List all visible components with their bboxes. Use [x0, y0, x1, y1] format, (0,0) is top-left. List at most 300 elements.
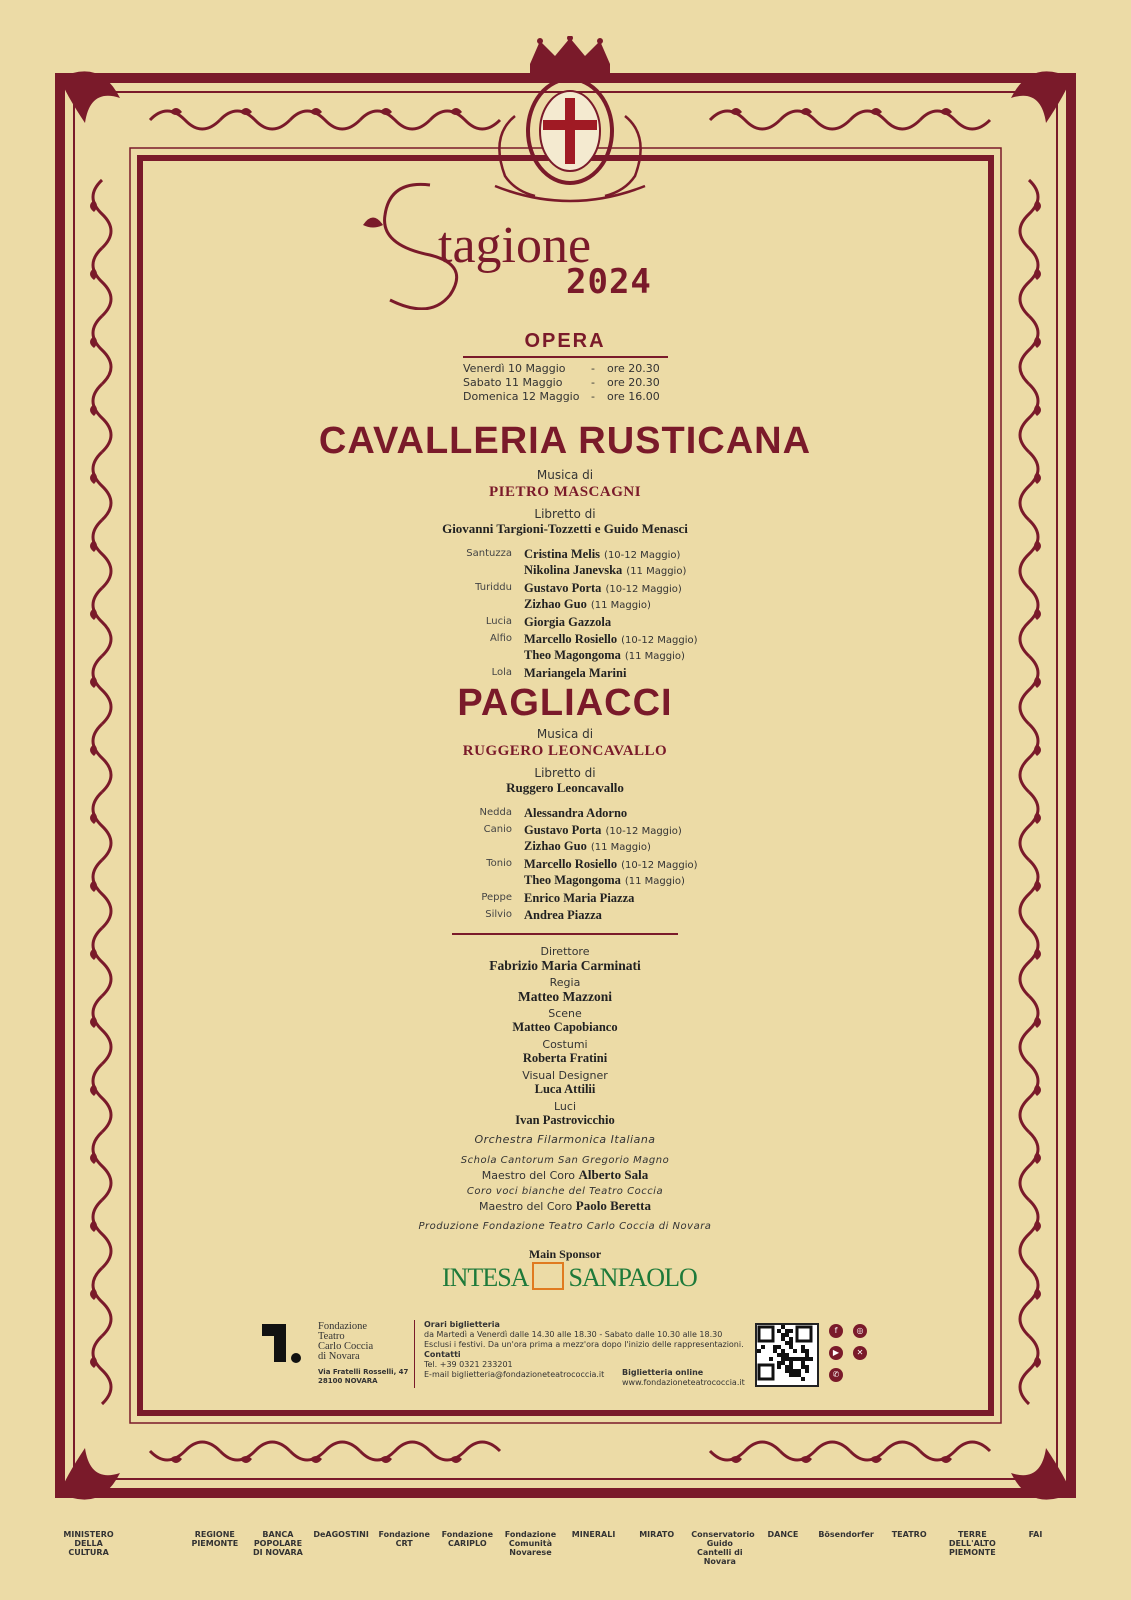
whatsapp-icon[interactable]: ✆	[829, 1368, 843, 1382]
qr-module	[801, 1365, 805, 1369]
qr-module	[781, 1325, 785, 1329]
vine-top	[150, 111, 220, 129]
qr-module	[777, 1353, 781, 1357]
cast-performer	[524, 806, 627, 821]
foundation-line: di Novara	[318, 1351, 360, 1362]
production-note: Produzione Fondazione Teatro Carlo Coccia di Novara	[418, 1221, 712, 1232]
leaf-left	[90, 336, 97, 348]
leaf-bottom	[240, 1456, 252, 1463]
date-row	[463, 390, 668, 404]
leaf-left	[90, 676, 97, 688]
vine-left	[93, 724, 111, 792]
leaf-right	[1034, 744, 1041, 756]
partner-logo: Bösendorfer	[818, 1530, 874, 1539]
qr-module	[793, 1349, 797, 1353]
leaf-left	[90, 1288, 97, 1300]
credit-block	[150, 1101, 980, 1128]
vine-left	[93, 452, 111, 520]
leaf-right	[1034, 336, 1041, 348]
date-day: Domenica 12 Maggio	[463, 390, 580, 403]
leaf-top	[940, 108, 952, 115]
cast-row	[432, 857, 752, 873]
contacts-line: E-mail biglietteria@fondazioneteatrococcia.it	[424, 1370, 605, 1379]
partner-logo: Fondazione Comunità Novarese	[504, 1530, 557, 1557]
cast-role: Tonio	[486, 858, 512, 869]
pagliacci-libretto-label: Libretto di	[534, 766, 596, 780]
qr-module	[773, 1345, 777, 1349]
qr-module	[797, 1369, 801, 1373]
vine-top	[360, 111, 430, 129]
cast-name: Gustavo Porta	[524, 581, 602, 595]
qr-module	[789, 1369, 793, 1373]
partner-logo: BANCA POPOLARE DI NOVARA	[253, 1530, 303, 1557]
cast-row	[432, 648, 752, 664]
date-time: ore 20.30	[607, 362, 660, 375]
partner-logo: TEATRO	[891, 1530, 927, 1539]
cast-performer	[524, 597, 651, 613]
vine-bottom	[430, 1442, 500, 1460]
vine-right	[1020, 1132, 1038, 1200]
leaf-left	[90, 880, 97, 892]
leaf-left	[90, 1016, 97, 1028]
vine-left	[93, 1336, 111, 1404]
cast-role	[432, 563, 524, 579]
leaf-bottom	[730, 1456, 742, 1463]
vine-bottom	[220, 1442, 290, 1460]
cast-row	[432, 891, 752, 906]
date-time: ore 16.00	[607, 390, 660, 403]
schola-master	[150, 1167, 980, 1183]
cast-dates: (10-12 Maggio)	[605, 826, 682, 837]
partner-logo: REGIONE PIEMONTE	[191, 1530, 239, 1548]
qr-code[interactable]	[755, 1323, 819, 1387]
leaf-left	[90, 1152, 97, 1164]
qr-module	[789, 1357, 793, 1361]
foundation-address	[318, 1368, 408, 1386]
cast-dates: (10-12 Maggio)	[621, 635, 698, 646]
vine-left	[93, 180, 111, 248]
vine-left	[93, 1064, 111, 1132]
leaf-right	[1034, 540, 1041, 552]
date-row	[463, 376, 668, 390]
cast-performer	[524, 632, 698, 648]
qr-module	[789, 1365, 793, 1369]
leaf-right	[1034, 472, 1041, 484]
leaf-bottom	[870, 1456, 882, 1463]
season-year: 2024	[566, 262, 652, 302]
contacts-line: Tel. +39 0321 233201	[424, 1360, 513, 1369]
vine-left	[93, 860, 111, 928]
cast-name: Alessandra Adorno	[524, 806, 628, 820]
cast-row	[432, 666, 752, 681]
leaf-left	[90, 268, 97, 280]
partner-logo: TERRE DELL'ALTO PIEMONTE	[948, 1530, 996, 1557]
credit-name: Fabrizio Maria Carminati	[489, 958, 641, 973]
qr-module	[801, 1345, 805, 1349]
qr-module	[793, 1373, 797, 1377]
leaf-right	[1034, 608, 1041, 620]
cavalleria-cast	[432, 547, 752, 681]
coro-master-name: Paolo Beretta	[575, 1198, 651, 1213]
qr-module	[801, 1357, 805, 1361]
vine-right	[1020, 248, 1038, 316]
qr-module	[785, 1357, 789, 1361]
vine-right	[1020, 724, 1038, 792]
cast-dates: (11 Maggio)	[624, 876, 685, 887]
address-line: 28100 NOVARA	[318, 1377, 378, 1385]
cast-dates: (11 Maggio)	[626, 566, 687, 577]
qr-module	[805, 1349, 809, 1353]
cast-row	[432, 823, 752, 839]
date-time: ore 20.30	[607, 376, 660, 389]
vine-bottom	[920, 1442, 990, 1460]
vine-top	[920, 111, 990, 129]
cast-role: Canio	[483, 824, 512, 835]
leaf-right	[1034, 1220, 1041, 1232]
cast-name: Gustavo Porta	[524, 823, 602, 837]
season-title-text: tagione	[438, 217, 592, 274]
qr-module	[785, 1369, 789, 1373]
leaf-right	[1034, 1152, 1041, 1164]
cast-dates: (10-12 Maggio)	[605, 584, 682, 595]
qr-module	[805, 1369, 809, 1373]
credit-block	[150, 1008, 980, 1035]
qr-module	[785, 1329, 789, 1333]
leaf-right	[1034, 880, 1041, 892]
vine-left	[93, 588, 111, 656]
pagliacci-librettist: Ruggero Leoncavallo	[506, 780, 624, 795]
vine-bottom	[710, 1442, 780, 1460]
leaf-top	[380, 108, 392, 115]
cast-row	[432, 806, 752, 821]
leaf-left	[90, 948, 97, 960]
partner-logo: DeAGOSTINI	[313, 1530, 369, 1539]
cast-role: Santuzza	[466, 548, 512, 559]
coro-master	[150, 1198, 980, 1214]
leaf-top	[870, 108, 882, 115]
cast-role: Alfio	[489, 633, 512, 644]
cast-performer	[524, 891, 634, 906]
vine-left	[93, 1200, 111, 1268]
leaf-top	[450, 108, 462, 115]
qr-module	[789, 1345, 793, 1349]
vine-right	[1020, 588, 1038, 656]
leaf-top	[730, 108, 742, 115]
partner-logo: FAI	[1028, 1530, 1043, 1539]
qr-module	[805, 1365, 809, 1369]
qr-module	[777, 1361, 781, 1365]
cast-role: Lola	[491, 667, 512, 678]
partner-logo: MIRATO	[639, 1530, 675, 1539]
date-dash: -	[591, 376, 595, 389]
leaf-left	[90, 472, 97, 484]
leaf-left	[90, 1084, 97, 1096]
credit-name: Matteo Mazzoni	[517, 989, 613, 1004]
qr-module	[785, 1365, 789, 1369]
foundation-line: Fondazione	[318, 1321, 367, 1332]
vine-left	[93, 928, 111, 996]
qr-module	[789, 1361, 793, 1365]
foundation-line: Carlo Coccia	[318, 1341, 374, 1352]
credit-role: Scene	[548, 1007, 582, 1020]
credit-block	[150, 1039, 980, 1066]
leaf-right	[1034, 200, 1041, 212]
box-office-line: da Martedì a Venerdì dalle 14.30 alle 18.30 - Sabato dalle 10.30 alle 18.30	[424, 1330, 723, 1339]
cast-role	[432, 839, 524, 855]
leaf-left	[90, 608, 97, 620]
pagliacci-cast	[432, 806, 752, 923]
qr-module	[781, 1333, 785, 1337]
cavalleria-libretto-label: Libretto di	[534, 507, 596, 521]
vine-left	[93, 1268, 111, 1336]
vine-top	[780, 111, 850, 129]
date-row	[463, 362, 668, 376]
qr-module	[789, 1329, 793, 1333]
credit-block	[150, 1070, 980, 1097]
qr-module	[793, 1369, 797, 1373]
online-url[interactable]: www.fondazioneteatrococcia.it	[622, 1378, 745, 1387]
leaf-top	[310, 108, 322, 115]
leaf-right	[1034, 404, 1041, 416]
partner-logo: MINERALI	[571, 1530, 616, 1539]
foundation-line: Teatro	[318, 1331, 345, 1342]
cast-role	[432, 597, 524, 613]
cast-name: Theo Magongoma	[524, 648, 621, 662]
cavalleria-title: CAVALLERIA RUSTICANA	[318, 420, 812, 462]
cavalleria-composer: PIETRO MASCAGNI	[488, 484, 642, 500]
credit-name: Roberta Fratini	[522, 1051, 608, 1065]
vine-bottom	[360, 1442, 430, 1460]
qr-module	[761, 1345, 765, 1349]
leaf-bottom	[310, 1456, 322, 1463]
cast-dates: (11 Maggio)	[590, 600, 651, 611]
vine-right	[1020, 452, 1038, 520]
partner-logo: MINISTERO DELLA CULTURA	[63, 1530, 114, 1557]
qr-module	[777, 1365, 781, 1369]
vine-left	[93, 248, 111, 316]
vine-bottom	[290, 1442, 360, 1460]
cast-dates: (11 Maggio)	[590, 842, 651, 853]
partner-logo: DANCE	[767, 1530, 799, 1539]
performance-dates	[463, 356, 668, 404]
cast-row	[432, 597, 752, 613]
x-icon[interactable]: ✕	[853, 1346, 867, 1360]
leaf-right	[1034, 1288, 1041, 1300]
cast-performer	[524, 547, 680, 563]
cast-row	[432, 563, 752, 579]
cast-name: Nikolina Janevska	[524, 563, 623, 577]
cast-name: Zizhao Guo	[524, 839, 587, 853]
leaf-top	[240, 108, 252, 115]
credit-name: Luca Attilii	[534, 1082, 596, 1096]
sponsor-right: SANPAOLO	[568, 1263, 697, 1292]
footer-separator	[414, 1320, 415, 1388]
qr-module	[769, 1357, 773, 1361]
date-dash: -	[591, 390, 595, 403]
leaf-left	[90, 540, 97, 552]
qr-module	[777, 1345, 781, 1349]
cast-row	[432, 547, 752, 563]
cast-role: Lucia	[485, 616, 512, 627]
cast-name: Mariangela Marini	[524, 666, 627, 680]
vine-right	[1020, 1200, 1038, 1268]
vine-left	[93, 316, 111, 384]
qr-module	[793, 1357, 797, 1361]
vine-left	[93, 384, 111, 452]
coro-master-label: Maestro del Coro	[479, 1200, 573, 1213]
leaf-right	[1034, 1084, 1041, 1096]
cast-row	[432, 839, 752, 855]
leaf-right	[1034, 268, 1041, 280]
leaf-right	[1034, 676, 1041, 688]
foundation-name	[318, 1322, 373, 1362]
qr-module	[805, 1357, 809, 1361]
vine-right	[1020, 316, 1038, 384]
leaf-bottom	[940, 1456, 952, 1463]
credit-role: Luci	[553, 1100, 576, 1113]
sponsor-logo	[442, 1262, 697, 1293]
leaf-top	[800, 108, 812, 115]
qr-module	[781, 1357, 785, 1361]
youtube-icon[interactable]: ▶	[829, 1346, 843, 1360]
vine-left	[93, 656, 111, 724]
box-office-line: Esclusi i festivi. Da un'ora prima a mezz'ora dopo l'inizio delle rappresentazioni.	[424, 1340, 744, 1349]
sponsor-left: INTESA	[442, 1263, 529, 1292]
leaf-top	[170, 108, 182, 115]
credit-role: Regia	[549, 976, 581, 989]
partner-logos	[60, 1530, 1070, 1570]
online-title: Biglietteria online	[622, 1368, 704, 1377]
cast-name: Andrea Piazza	[524, 908, 602, 922]
cast-performer	[524, 873, 685, 889]
vine-right	[1020, 180, 1038, 248]
vine-top	[850, 111, 920, 129]
cast-role: Peppe	[481, 892, 512, 903]
qr-module	[789, 1341, 793, 1345]
qr-module	[781, 1361, 785, 1365]
leaf-left	[90, 1220, 97, 1232]
vine-top	[710, 111, 780, 129]
cast-dates: (10-12 Maggio)	[604, 550, 681, 561]
leaf-bottom	[800, 1456, 812, 1463]
opera-label: OPERA	[524, 330, 606, 352]
sponsor-mark-icon	[532, 1262, 564, 1290]
qr-module	[785, 1333, 789, 1337]
pagliacci-music-label: Musica di	[536, 727, 594, 741]
cast-name: Marcello Rosiello	[524, 632, 618, 646]
qr-module	[773, 1349, 777, 1353]
cast-role: Turiddu	[475, 582, 512, 593]
instagram-icon[interactable]: ◎	[853, 1324, 867, 1338]
cast-name: Enrico Maria Piazza	[524, 891, 635, 905]
schola-master-label: Maestro del Coro	[481, 1169, 576, 1182]
vine-right	[1020, 1336, 1038, 1404]
partner-logo: Conservatorio Guido Cantelli di Novara	[691, 1530, 755, 1566]
cast-performer	[524, 563, 686, 579]
qr-code-icon	[757, 1325, 813, 1381]
credit-role: Direttore	[540, 945, 590, 958]
qr-module	[785, 1353, 789, 1357]
partner-logo: Fondazione CARIPLO	[441, 1530, 494, 1548]
sponsor-label: Main Sponsor	[528, 1247, 602, 1261]
cavalleria-librettist: Giovanni Targioni-Tozzetti e Guido Menasci	[442, 521, 688, 536]
partner-logo: Fondazione CRT	[378, 1530, 430, 1548]
leaf-right	[1034, 1356, 1041, 1368]
qr-module	[801, 1377, 805, 1381]
facebook-icon[interactable]: f	[829, 1324, 843, 1338]
cast-dates: (11 Maggio)	[624, 651, 685, 662]
vine-right	[1020, 1064, 1038, 1132]
online-box-office	[622, 1368, 745, 1388]
qr-module	[797, 1373, 801, 1377]
pagliacci-title: PAGLIACCI	[457, 682, 673, 724]
leaf-bottom	[170, 1456, 182, 1463]
cast-performer	[524, 615, 611, 630]
vine-bottom	[780, 1442, 850, 1460]
vine-top	[220, 111, 290, 129]
cast-role: Silvio	[485, 909, 512, 920]
vine-left	[93, 792, 111, 860]
cast-name: Marcello Rosiello	[524, 857, 618, 871]
cast-role	[432, 873, 524, 889]
cast-row	[432, 615, 752, 630]
production-credits	[150, 946, 980, 1128]
date-day: Sabato 11 Maggio	[463, 376, 563, 389]
cast-performer	[524, 648, 685, 664]
cast-row	[432, 873, 752, 889]
cast-performer	[524, 823, 682, 839]
teatro-coccia-logo-icon	[262, 1322, 304, 1364]
qr-module	[789, 1373, 793, 1377]
vine-right	[1020, 656, 1038, 724]
cast-name: Cristina Melis	[524, 547, 601, 561]
contacts-title: Contatti	[424, 1350, 461, 1359]
date-day: Venerdì 10 Maggio	[463, 362, 566, 375]
cast-performer	[524, 857, 698, 873]
coro: Coro voci bianche del Teatro Coccia	[466, 1186, 664, 1197]
leaf-left	[90, 1356, 97, 1368]
credit-block	[150, 946, 980, 973]
qr-module	[785, 1341, 789, 1345]
cast-role: Nedda	[479, 807, 512, 818]
vine-right	[1020, 996, 1038, 1064]
leaf-bottom	[450, 1456, 462, 1463]
vine-left	[93, 1132, 111, 1200]
cavalleria-music-label: Musica di	[536, 468, 594, 482]
leaf-left	[90, 812, 97, 824]
schola: Schola Cantorum San Gregorio Magno	[460, 1155, 670, 1166]
credit-role: Visual Designer	[522, 1069, 608, 1082]
leaf-right	[1034, 1016, 1041, 1028]
leaf-left	[90, 744, 97, 756]
cast-performer	[524, 666, 626, 681]
leaf-left	[90, 404, 97, 416]
credit-block	[150, 977, 980, 1004]
vine-right	[1020, 520, 1038, 588]
qr-module	[777, 1329, 781, 1333]
vine-bottom	[150, 1442, 220, 1460]
qr-module	[805, 1353, 809, 1357]
cast-name: Giorgia Gazzola	[524, 615, 612, 629]
vine-left	[93, 996, 111, 1064]
qr-module	[801, 1349, 805, 1353]
qr-module	[789, 1337, 793, 1341]
qr-module	[797, 1357, 801, 1361]
cast-row	[432, 908, 752, 923]
qr-module	[781, 1349, 785, 1353]
cast-row	[432, 632, 752, 648]
leaf-right	[1034, 812, 1041, 824]
